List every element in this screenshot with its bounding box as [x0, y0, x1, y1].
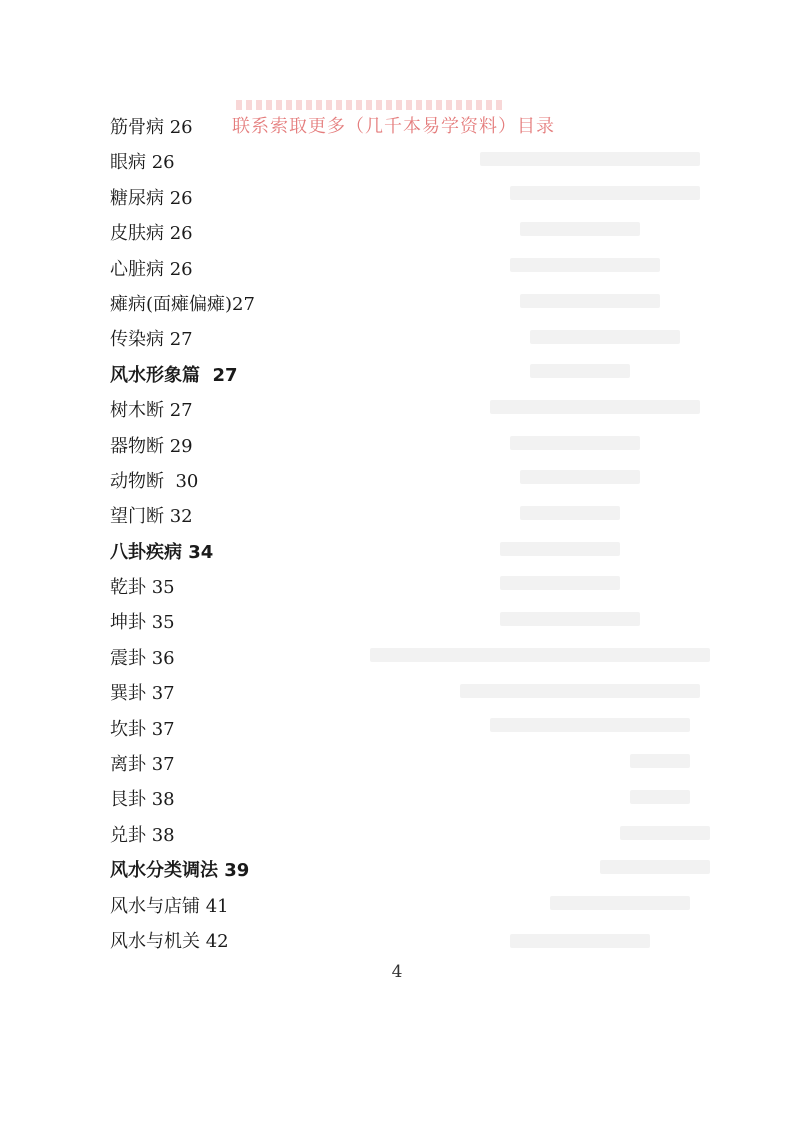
toc-entry: 坎卦 37 [110, 718, 175, 740]
toc-entry: 传染病 27 [110, 329, 193, 351]
toc-entry: 筋骨病 26 [110, 117, 193, 138]
toc-entry: 风水与机关 42 [110, 930, 229, 952]
toc-entry: 坤卦 35 [110, 612, 175, 634]
toc-entry: 动物断 30 [110, 470, 199, 492]
toc-entry: 乾卦 35 [110, 577, 175, 599]
toc-section-heading: 风水分类调法 39 [110, 860, 250, 882]
toc-entry: 离卦 37 [110, 754, 175, 776]
toc-entry: 皮肤病 26 [110, 223, 193, 245]
toc-entry: 艮卦 38 [110, 789, 175, 811]
toc-entry: 巽卦 37 [110, 683, 175, 705]
toc-section-heading: 八卦疾病 34 [110, 541, 214, 563]
toc-entry: 兑卦 38 [110, 824, 175, 846]
toc-entry: 震卦 36 [110, 647, 175, 669]
bleed-through-texture [360, 140, 720, 970]
table-of-contents [110, 110, 255, 959]
toc-entry: 器物断 29 [110, 435, 193, 457]
watermark-scribble [236, 100, 506, 110]
toc-entry: 糖尿病 26 [110, 187, 193, 209]
watermark-text: 联系索取更多（几千本易学资料）目录 [232, 116, 555, 137]
toc-entry: 风水与店铺 41 [110, 895, 229, 917]
toc-section-heading: 风水形象篇 27 [110, 364, 238, 386]
toc-entry: 眼病 26 [110, 152, 175, 174]
toc-entry: 瘫病(面瘫偏瘫)27 [110, 293, 255, 315]
toc-entry: 心脏病 26 [110, 258, 193, 280]
toc-entry: 树木断 27 [110, 400, 193, 422]
page-number: 4 [391, 962, 403, 982]
toc-entry: 望门断 32 [110, 506, 193, 528]
